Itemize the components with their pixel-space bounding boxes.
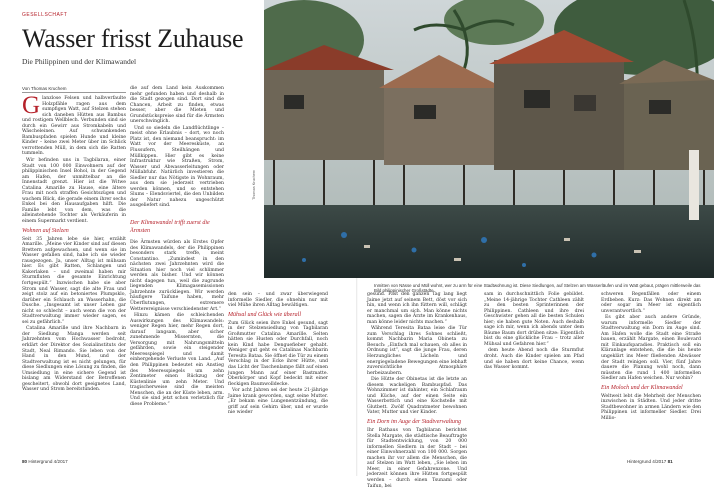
section-heading: Mühsal und Glück wie überall	[228, 311, 301, 318]
paragraph: sam in durchschnittlich Folie gebildet. „Meine 14-jährige Tochter Cathleen zählt zu den besten Sprinterinnen der Philippinen. Cathleen und ihre drei Geschwister gehen all die besten Schulen hier; sie haben gute Noten. Auch deshalb sage ich mir, wenn ich abends unter dem Bäume Baum dort drüben sitze: Eigentlich bist du eine glückliche Frau – trotz aller Mühsal und Gefahren hier.“	[484, 292, 584, 347]
text-column-3	[228, 292, 328, 417]
paragraph: Weltweit lebt die Mehrheit der Menschen inzwischen in Städten. Und jeder dritte Stadtbewohner in armen Ländern wie den Philippinen ist informeller Siedler. Drei Millio-	[601, 393, 701, 421]
text-column-4	[367, 292, 467, 490]
page-number-right: 81	[667, 459, 673, 464]
issue-label-left: Hintergrund 4/2017	[28, 459, 68, 464]
paragraph: Es gibt aber auch andere Gründe, warum informelle Siedler der Stadtverwaltung ein Dorn im Auge sind. Am Hafen wolle die Stadt eine Straße bauen, erzählt Margate, einen Boulevard mit Einkaufsparadies. Praktisch soll ein Kläranlage entstehen, die die bis heute ungeklärt ins Meer fließenden Abwässer der Stadt reinigen soll. Vier, fünf Jahre dauere die Planung wohl noch, dann müssten die rund 1 400 informellen Siedler am Hafen weichen. Nur wohin?	[601, 315, 701, 382]
article-headline: Wasser frisst Zuhause	[22, 24, 244, 53]
pull-quote: Der Klimawandel trifft zuerst die Ärmsten	[130, 220, 210, 234]
text-column-6	[601, 292, 701, 422]
paragraph: die auf dem Land kein Auskommen mehr gefunden haben und deshalb in die Stadt gezogen sind. Dort sind die Chancen, Arbeit zu finden, etwas besser, aber die Mieten und Grundstückspreise sind für die Ärmsten unerschwinglich.	[130, 86, 224, 125]
text-column-5	[484, 292, 584, 372]
footer-right	[627, 459, 673, 464]
paragraph: dem heute Abend noch die Sturmflut droht. Auch die Kinder spielen am Pfad und sie haben dort keine Chance, wenn das Wasser kommt.	[484, 348, 584, 371]
section-kicker: GESELLSCHAFT	[22, 12, 68, 18]
article-byline: Von Thomas Kruchem	[22, 86, 126, 93]
paragraph: Seit 35 Jahren lebe sie hier, erzählt Amarille. „Meine vier Kinder sind auf diesen Brettern aufgewachsen, und wenn sie im Wasser gefallen sind, habe ich sie wieder rausgezogen. Ja, unser Alltag ist mühsam hier. Es gibt Ratten, Schlangen und Kakerlaken – und zweimal haben mir Sturmfluten die gesamte Einrichtung fortgespült.“ Inzwischen habe sie aber Strom und Wasser, sagt die alte Frau und zeigt stolz auf ein betoniertes Plumpsklo, darüber ein Schlauch an Wasserhahn, die Dusche. „Insgesamt ist unser Leben gar nicht so schlecht – auch wenn die von der Stadtverwaltung immer wieder sagen, es sei zu gefährlich.“	[22, 236, 126, 325]
paragraph: Während Teresita Bataa leise die Tür zum Verschlag ihres Sohnes schließt, kommt Nachbarin Maria Obineta zu Besuch: „Einfach mal schauen, ob alles in Ordnung ist“, sagt die junge Frau, deren Herzungliches Lächeln und energiegeladene Bewegungen eine lebhaft zuversichtliche Atmosphäre herbeizaubern.	[367, 326, 467, 376]
footer-left	[22, 459, 68, 464]
issue-label-right: Hintergrund 4/2017	[627, 459, 667, 464]
section-heading: Wohnen auf Stelzen	[22, 227, 69, 234]
stilt-settlement-photo	[264, 0, 714, 278]
paragraph: Vor acht Jahren sei der heute 21-jährige Jaime krank geworden, sagt seine Mutter. „Er bekam eine Lungenentzündung, die griff auf sein Gehirn über, und er wurde nie wieder	[228, 388, 328, 416]
lead-paragraph: Glanzlose Felsen und halbverfaulte Holzpfähle ragen aus dem sumpfigen Watt, auf Stelzen stehen sich daneben Hütten aus Bambus und rostigem Wellblech. Verbunden sind sie durch ein Gewirr aus Stromkabeln und Wäscheleinen. Auf schwankenden Bambuspfaden spielen Hunde und kleine Kinder – keine zwei Meter über im Schlick verrottenden Müll, in dem sich die Ratten tummeln.	[22, 92, 126, 157]
photo-illustration	[264, 0, 714, 278]
paragraph: Catalina Amarille und ihre Nachbarn in der Siedlung Manga werden seit Jahrzehnten vom Hochwasser bedroht, erklärt der Direktor des Sozialinstituts der Stadt, Neal Rimando. Sie leben von der Hand in den Mund, und der Stadtverwaltung ist es nicht gelungen, für diese Siedlungen eine Lösung zu finden, die Umsiedlung in eine sichere Gegend ist bislang am Widerstand der Betroffenen gescheitert, obwohl dort geeignetes Land, Wasser und Strom bereitstünden.	[22, 326, 126, 393]
paragraph: gesund. Fast den ganzen Tag lang liegt Jaime jetzt auf seinem Bett, döst vor sich hin, und wenn ich ihn füttern will, schlägt er manchmal um sich. Man könne nichts machen, sagen die Ärzte im Krankenhaus, man könne leider nichts machen.“	[367, 292, 467, 325]
text-column-1	[22, 92, 126, 394]
paragraph: den sein – und zwar überwiegend informelle Siedler, die ohnehin nur mit viel Mühe ihren Alltag bewältigen.	[228, 292, 328, 309]
text-column-2	[130, 86, 224, 210]
photo-caption: Inmitten von Nässe und Müll wohnt, wer zu arm für eine Stadtwohnung ist. Diese Siedlungen, auf Stelzen am Wasserläufen und im Watt gebaut, prägen mittlerweile das Bild philippinischer Großstädte.	[374, 283, 701, 294]
drop-cap: G	[22, 92, 41, 119]
section-heading: Ein Moloch und der Klimawandel	[601, 384, 683, 391]
paragraph: Und so siedeln die Landflüchtlinge – meist ohne Erlaubnis – dort, wo noch Platz ist, den niemand beansprucht: im Watt vor der Meeresküste, an Flussufern, Steilhängen und Müllkippen. Hier gibt es keine Infrastruktur wie Straßen, Strom, Wasser und Abwasserleitungen oder Müllabfuhr. Natürlich investieren die Siedler nur das Nötigste in Wohnraum, aus dem sie jederzeit vertrieben werden können, und so entstehen Slums – Elendsviertel, die den Unbilden der Natur nahezu ungeschützt ausgeliefert sind.	[130, 125, 224, 209]
photo-credit: Thomas Kruchem	[252, 170, 256, 200]
page-number-left: 80	[22, 459, 28, 464]
paragraph: Ihr Rathaus von Tagbilaran berichtet Stella Margate, die städtische Beauftragte für Stadtentwicklung, von 20 000 informellen Siedlern in der Stadt – bei einer Einwohnerzahl von 100 000. Sorgen machen ihr vor allem die Menschen, die auf Stelzen im Watt leben, „Sie leben im Meer, in einer Gefahrenzone. Und jederzeit können ihre Hütten fortgespült werden – durch einen Tsunami oder Taifun, bei	[367, 428, 467, 489]
paragraph: Zum Glück seien ihre Enkel gesund, sagt in der Stelzensiedlung von Tagbilaran Großmutter Catalina Amarille. Selten hätten sie Husten oder Durchfall, noch kein Kind habe Dengueﬁeber gehabt. Weniger gut geht es Catalinas Nachbarin Teresita Bataa. Sie öffnet die Tür zu einem Verschlag in der Ecke ihrer Hütte, und das Licht der Taschenlampe fällt auf einen jungen Mann auf einer Bastmatte. Oberkörper und Kopf bedeckt mit einer fleckigen Baumwolldecke.	[228, 320, 328, 387]
paragraph: Die Ärmsten würden als Erstes Opfer des Klimawandels, der die Philippinen besonders stark treffe, meint Constantino. „Zumindest in den nächsten zwei Jahrzehnten wird die Situation hier noch viel schlimmer werden als bisher. Und wir können nicht dagegen tun, weil die zugrunde liegenden Klimagasemissionen Jahrzehnte zurückliegen. Wir werden häufigere Taifune haben, mehr Überflutungen, extremere Wetterereignisse verschiedenster Art.“	[130, 240, 224, 312]
article-subhead: Die Philippinen und der Klimawandel	[22, 57, 137, 66]
paragraph: schweren Regenfällen oder einem Erdbeben. Kurz: Das Wohnen direkt am oder sogar im Meer ist eigentlich unverantwortlich.“	[601, 292, 701, 314]
text-column-2b	[130, 240, 224, 408]
paragraph: Wir befinden uns in Tagbilaran, einer Stadt von 100 000 Einwohnern auf der philippinischen Insel Bohol, in der Gegend am Hafen, der unmittelbar an die Innenstadt grenzt. Hier ist die Witwe Catalina Amarille zu Hause, eine ältere Frau mit noch straffen Gesichtszügen und wachem Blick, die gerade einem ihrer sechs Enkel bei den Hausaufgaben hilft. Die Familie lebt von dem, was die alleinstehende Tochter als Verkäuferin in einem Supermarkt verdient.	[22, 158, 126, 225]
paragraph: Hinzu kämen die schleichenden Auswirkungen des Klimawandels: weniger Regen hier, mehr Regen dort, darauf langsam, aber sicher zunehmende Missernten, die Versorgung mit Nahrungsmitteln gefährden, sowie ein steigender Meeresspiegel und damit einhergehende Verluste von Land. „Auf den Philippinen bedeutet ein Anstieg des Meeresspiegels um zehn Zentimeter einen Rückzug der Küstenlinie um zehn Meter. Und tragischerweise sind die meisten Menschen, die an der Küste leben, arm. Und sie sind jetzt schon verletzlich für diese Probleme.“	[130, 313, 224, 407]
section-heading: Ein Dorn im Auge der Stadtverwaltung	[367, 419, 462, 426]
paragraph: Die Hütte der Obinetas ist die letzte an diesem wackeligen Bambuspfad. Das Wohnzimmer ist dahinter, ein Schlafraum und Küche, auf der einen Seite ein Wasserbottich und eine Kochstelle mit Glutbett. Zwölf Quadratmeter bewohnen Vater, Mutter und vier Kinder.	[367, 377, 467, 416]
